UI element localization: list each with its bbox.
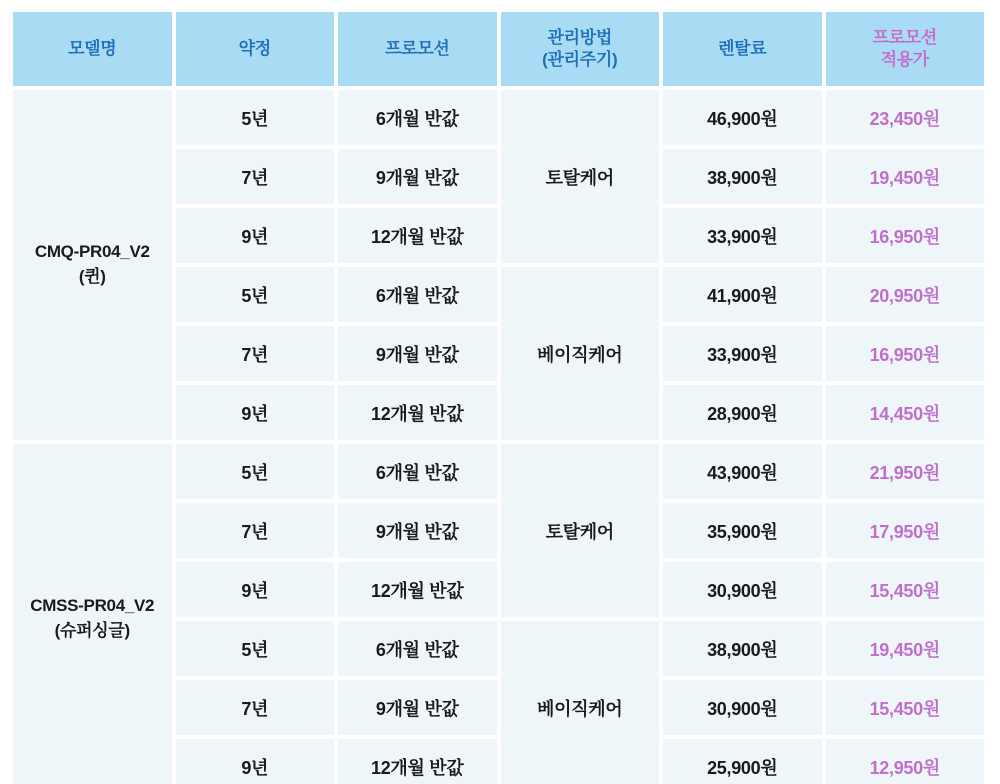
header-cell-promotion: 프로모션 [338,12,497,86]
term-cell: 7년 [176,326,335,381]
term-cell: 9년 [176,739,335,784]
table-row [13,90,984,145]
promo-price-cell: 19,450원 [826,621,985,676]
promo-price-cell: 15,450원 [826,562,985,617]
table-header [13,12,984,86]
promo-price-cell: 12,950원 [826,739,985,784]
promo-price-cell: 14,450원 [826,385,985,440]
rental-fee-cell: 35,900원 [663,503,822,558]
promo-price-cell: 20,950원 [826,267,985,322]
promotion-cell: 12개월 반값 [338,562,497,617]
term-cell: 9년 [176,208,335,263]
model-cell-cmss: CMSS-PR04_V2 (슈퍼싱글) [13,444,172,784]
term-cell: 9년 [176,562,335,617]
table-row [13,444,984,499]
header-cell-term: 약정 [176,12,335,86]
promotion-cell: 12개월 반값 [338,739,497,784]
promotion-cell: 6개월 반값 [338,444,497,499]
rental-fee-cell: 30,900원 [663,680,822,735]
model-cell-cmq: CMQ-PR04_V2 (퀸) [13,90,172,440]
header-cell-promo-price: 프로모션 적용가 [826,12,985,86]
term-cell: 5년 [176,267,335,322]
term-cell: 9년 [176,385,335,440]
promotion-cell: 6개월 반값 [338,90,497,145]
promotion-cell: 6개월 반값 [338,621,497,676]
rental-fee-cell: 46,900원 [663,90,822,145]
rental-fee-cell: 33,900원 [663,208,822,263]
table-body [13,90,984,784]
promotion-cell: 12개월 반값 [338,208,497,263]
rental-fee-cell: 28,900원 [663,385,822,440]
rental-fee-cell: 38,900원 [663,621,822,676]
promotion-cell: 9개월 반값 [338,149,497,204]
promotion-cell: 6개월 반값 [338,267,497,322]
promotion-cell: 9개월 반값 [338,503,497,558]
rental-fee-cell: 38,900원 [663,149,822,204]
rental-price-table [9,8,988,784]
promo-price-cell: 16,950원 [826,208,985,263]
term-cell: 7년 [176,149,335,204]
care-cell-basic: 베이직케어 [501,621,660,784]
term-cell: 5년 [176,90,335,145]
promo-price-cell: 19,450원 [826,149,985,204]
rental-fee-cell: 43,900원 [663,444,822,499]
care-cell-total: 토탈케어 [501,444,660,617]
promotion-cell: 12개월 반값 [338,385,497,440]
promotion-cell: 9개월 반값 [338,680,497,735]
header-cell-model: 모델명 [13,12,172,86]
promo-price-cell: 21,950원 [826,444,985,499]
care-cell-total: 토탈케어 [501,90,660,263]
promo-price-cell: 17,950원 [826,503,985,558]
header-cell-care-method: 관리방법 (관리주기) [501,12,660,86]
term-cell: 7년 [176,680,335,735]
rental-fee-cell: 33,900원 [663,326,822,381]
rental-fee-cell: 41,900원 [663,267,822,322]
promo-price-cell: 23,450원 [826,90,985,145]
promo-price-cell: 15,450원 [826,680,985,735]
term-cell: 7년 [176,503,335,558]
promo-price-cell: 16,950원 [826,326,985,381]
header-cell-rental-fee: 렌탈료 [663,12,822,86]
rental-fee-cell: 30,900원 [663,562,822,617]
term-cell: 5년 [176,444,335,499]
term-cell: 5년 [176,621,335,676]
rental-fee-cell: 25,900원 [663,739,822,784]
promotion-cell: 9개월 반값 [338,326,497,381]
care-cell-basic: 베이직케어 [501,267,660,440]
